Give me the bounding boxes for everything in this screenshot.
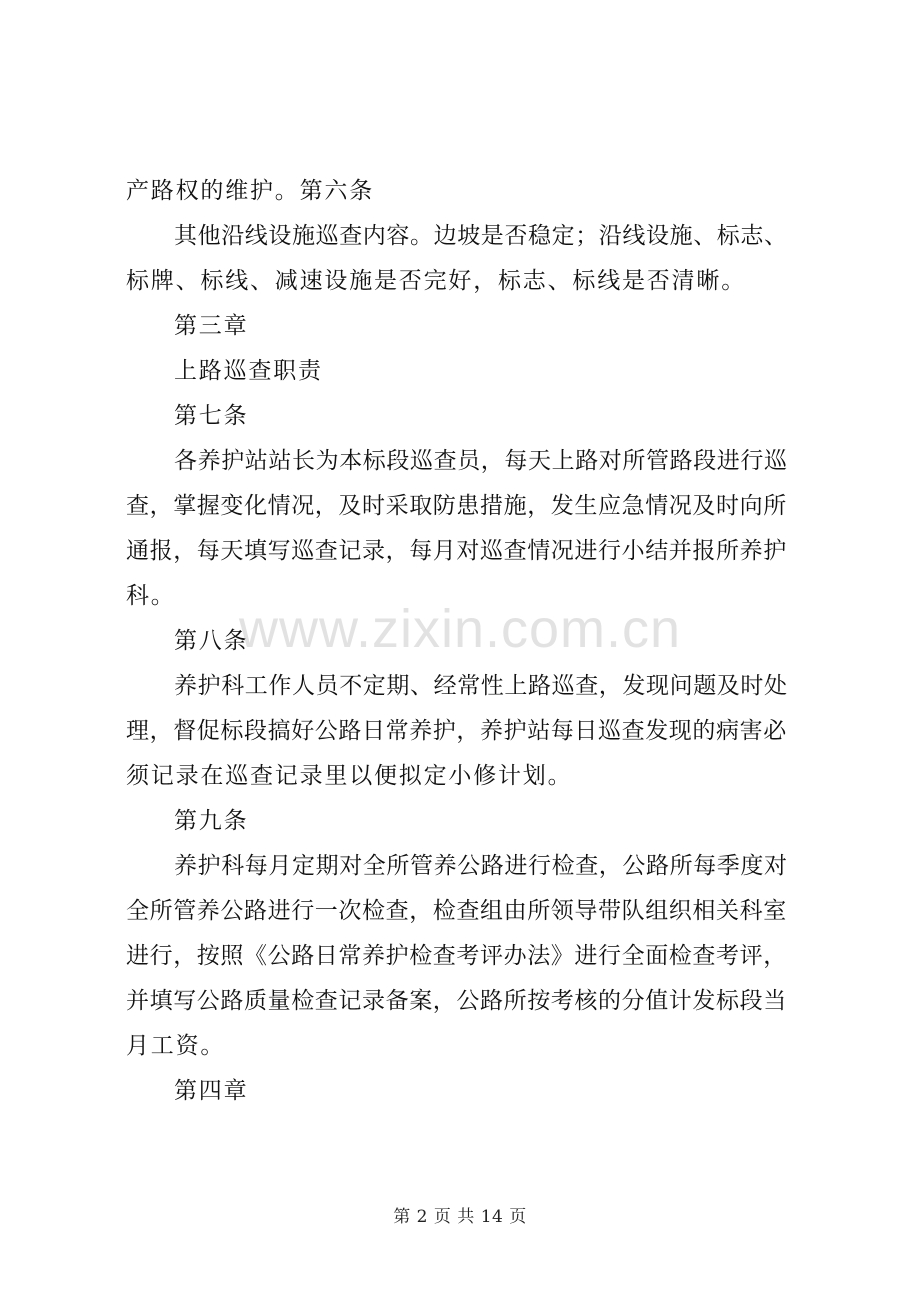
- text-line: 进行，按照《公路日常养护检查考评办法》进行全面检查考评，: [126, 943, 787, 969]
- text-line: 理，督促标段搞好公路日常养护，养护站每日巡查发现的病害必: [126, 718, 787, 744]
- text-line: 养护科工作人员不定期、经常性上路巡查，发现问题及时处: [174, 673, 788, 699]
- chapter-heading: 第四章: [174, 1078, 249, 1104]
- article-heading: 第八条: [174, 628, 249, 654]
- text-line: 其他沿线设施巡查内容。边坡是否稳定；沿线设施、标志、: [174, 223, 788, 249]
- text-line: 产路权的维护。第六条: [126, 178, 374, 204]
- text-line: 须记录在巡查记录里以便拟定小修计划。: [126, 763, 573, 789]
- article-heading: 第七条: [174, 403, 249, 429]
- text-line: 科。: [126, 583, 176, 609]
- text-line: 各养护站站长为本标段巡查员，每天上路对所管路段进行巡: [174, 448, 788, 474]
- watermark: www.zixin.com.cn: [238, 599, 682, 659]
- text-line: 全所管养公路进行一次检查，检查组由所领导带队组织相关科室: [126, 898, 787, 924]
- text-line: 月工资。: [126, 1033, 226, 1059]
- text-line: 标牌、标线、减速设施是否完好，标志、标线是否清晰。: [126, 268, 746, 294]
- text-line: 养护科每月定期对全所管养公路进行检查，公路所每季度对: [174, 853, 788, 879]
- text-line: 通报，每天填写巡查记录，每月对巡查情况进行小结并报所养护: [126, 538, 787, 564]
- chapter-heading: 第三章: [174, 313, 249, 339]
- chapter-title: 上路巡查职责: [174, 358, 323, 384]
- text-line: 查，掌握变化情况，及时采取防患措施，发生应急情况及时向所: [126, 493, 787, 519]
- text-line: 并填写公路质量检查记录备案，公路所按考核的分值计发标段当: [126, 988, 787, 1014]
- page-footer: 第 2 页 共 14 页: [393, 1207, 527, 1227]
- document-body: [126, 169, 826, 1114]
- article-heading: 第九条: [174, 808, 249, 834]
